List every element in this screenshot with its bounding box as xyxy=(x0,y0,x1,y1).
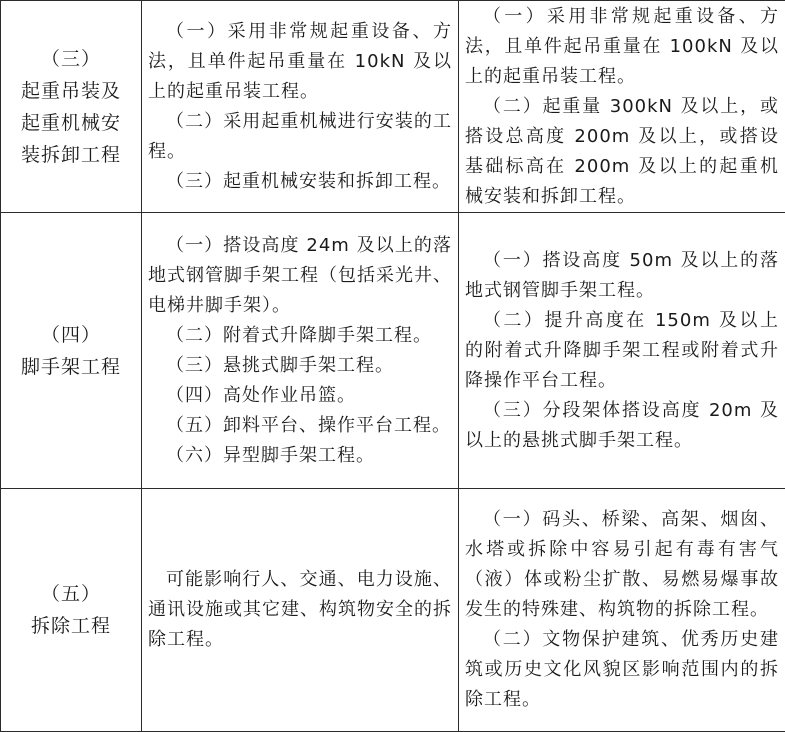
scope-item: （三）起重机械安装和拆卸工程。 xyxy=(148,167,452,197)
large-scope-item: （一）采用非常规起重设备、方法，且单件起吊重量在 100kN 及以上的起重吊装工程。 xyxy=(465,2,779,92)
large-scope-item: （一）搭设高度 50m 及以上的落地式钢管脚手架工程。 xyxy=(465,246,779,306)
scope-item: （三）悬挑式脚手架工程。 xyxy=(148,351,452,381)
category-cell xyxy=(1,489,142,732)
large-scope-cell xyxy=(459,1,785,213)
category-number: （三） xyxy=(5,43,137,75)
scope-item: （六）异型脚手架工程。 xyxy=(148,441,452,471)
scope-cell xyxy=(142,213,459,489)
scope-item: （五）卸料平台、操作平台工程。 xyxy=(148,411,452,441)
table-row-scaffolding xyxy=(1,213,785,489)
table-row-demolition xyxy=(1,489,785,732)
category-name-line: 拆除工程 xyxy=(5,610,137,642)
large-scope-cell xyxy=(459,213,785,489)
scope-item: （一）搭设高度 24m 及以上的落地式钢管脚手架工程（包括采光井、电梯井脚手架）。 xyxy=(148,231,452,321)
scope-item: 可能影响行人、交通、电力设施、通讯设施或其它建、构筑物安全的拆除工程。 xyxy=(148,565,452,655)
category-number: （五） xyxy=(5,578,137,610)
scope-item: （一）采用非常规起重设备、方法，且单件起吊重量在 10kN 及以上的起重吊装工程。 xyxy=(148,17,452,107)
scope-item: （二）附着式升降脚手架工程。 xyxy=(148,321,452,351)
category-name-line: 起重机械安 xyxy=(5,107,137,139)
category-name-line: 装拆卸工程 xyxy=(5,139,137,171)
scope-cell xyxy=(142,1,459,213)
category-cell xyxy=(1,213,142,489)
category-name-line: 起重吊装及 xyxy=(5,75,137,107)
large-scope-item: （二）文物保护建筑、优秀历史建筑或历史文化风貌区影响范围内的拆除工程。 xyxy=(465,625,779,715)
large-scope-item: （三）分段架体搭设高度 20m 及以上的悬挑式脚手架工程。 xyxy=(465,396,779,456)
scope-item: （二）采用起重机械进行安装的工程。 xyxy=(148,107,452,167)
scope-cell xyxy=(142,489,459,732)
scope-item: （四）高处作业吊篮。 xyxy=(148,381,452,411)
large-scope-item: （一）码头、桥梁、高架、烟囱、水塔或拆除中容易引起有毒有害气（液）体或粉尘扩散、易燃易爆事故发生的特殊建、构筑物的拆除工程。 xyxy=(465,505,779,625)
table-row-hoisting xyxy=(1,1,785,213)
category-name-line: 脚手架工程 xyxy=(5,351,137,383)
category-cell xyxy=(1,1,142,213)
large-scope-item: （二）提升高度在 150m 及以上的附着式升降脚手架工程或附着式升降操作平台工程。 xyxy=(465,306,779,396)
large-scope-item: （二）起重量 300kN 及以上，或搭设总高度 200m 及以上，或搭设基础标高在 200m 及以上的起重机械安装和拆卸工程。 xyxy=(465,92,779,212)
large-scope-cell xyxy=(459,489,785,732)
category-number: （四） xyxy=(5,319,137,351)
